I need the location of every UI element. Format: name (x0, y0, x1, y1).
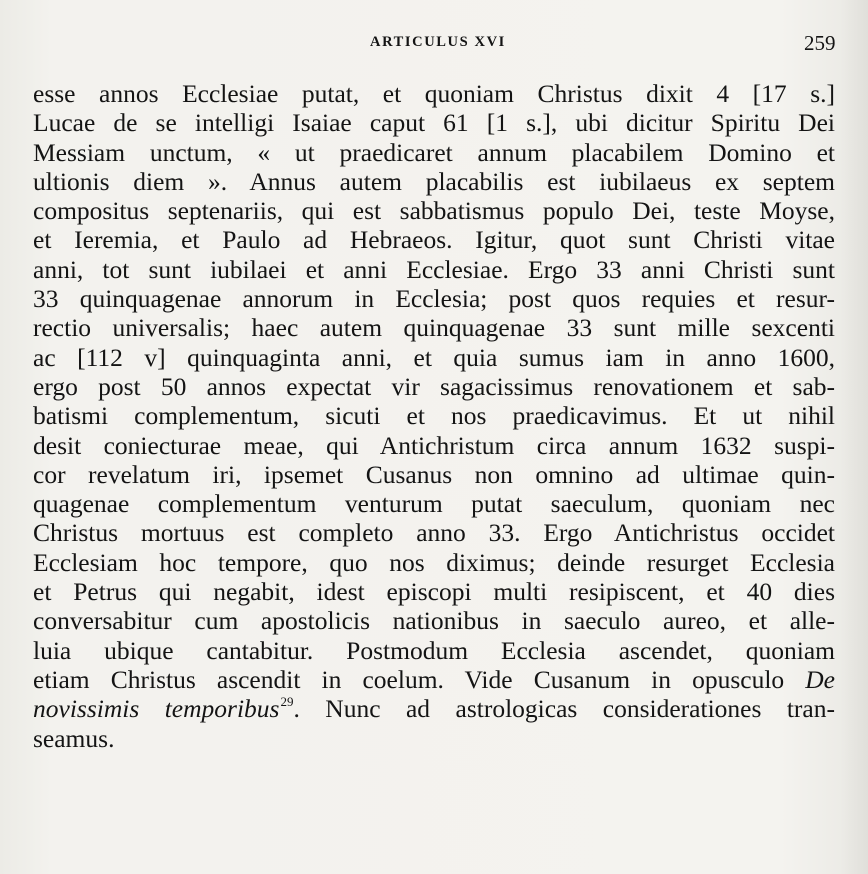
text-line-17: Ecclesiam hoc tempore, quo nos diximus; deinde resurget Ecclesia (33, 547, 835, 577)
book-title-italic-1: De (805, 664, 835, 694)
page-edge-shadow (840, 0, 868, 874)
text-line-3: Messiam unctum, « ut praedicaret annum placabilem Domino et (33, 137, 835, 167)
text-line-8: 33 quinquagenae annorum in Ecclesia; post quos requies et resur- (33, 284, 835, 314)
text-line-20: luia ubique cantabitur. Postmodum Ecclesia ascendet, quoniam (33, 635, 835, 665)
text-line-18: et Petrus qui negabit, idest episcopi multi resipiscent, et 40 dies (33, 577, 835, 607)
text-line-21 (33, 665, 835, 694)
text-line-10: ac [112 v] quinquaginta anni, et quia sumus iam in anno 1600, (33, 342, 835, 372)
text-line-4: ultionis diem ». Annus autem placabilis est iubilaeus ex septem (33, 166, 835, 196)
text-line-14: cor revelatum iri, ipsemet Cusanus non omnino ad ultimae quin- (33, 459, 835, 489)
text-line-19: conversabitur cum apostolicis nationibus in saeculo aureo, et alle- (33, 606, 835, 636)
text-line-23: seamus. (33, 723, 115, 753)
running-title: ARTICULUS XVI (370, 34, 506, 50)
text-line-13: desit coniecturae meae, qui Antichristum circa annum 1632 suspi- (33, 430, 835, 460)
text-line-22 (33, 694, 835, 723)
text-line-15: quagenae complementum venturum putat saeculum, quoniam nec (33, 489, 835, 519)
text-line-16: Christus mortuus est completo anno 33. Ergo Antichristus occidet (33, 518, 835, 548)
text-line-6: et Ieremia, et Paulo ad Hebraeos. Igitur, quot sunt Christi vitae (33, 225, 835, 255)
text-line-2: Lucae de se intelligi Isaiae caput 61 [1 s.], ubi dicitur Spiritu Dei (33, 108, 835, 138)
text-line-12: batismi complementum, sicuti et nos praedicavimus. Et ut nihil (33, 401, 835, 431)
text-line-7: anni, tot sunt iubilaei et anni Ecclesiae. Ergo 33 anni Christi sunt (33, 254, 835, 284)
book-title-italic-2: novissimis temporibus (33, 694, 280, 724)
body-text (33, 79, 835, 753)
text-line-21-roman: etiam Christus ascendit in coelum. Vide Cusanum in opusculo (33, 664, 785, 694)
text-line-9: rectio universalis; haec autem quinquagenae 33 sunt mille sexcenti (33, 313, 835, 343)
footnote-marker[interactable]: 29 (280, 694, 294, 710)
text-line-5: compositus septenariis, qui est sabbatismus populo Dei, teste Moyse, (33, 196, 835, 226)
text-line-22-roman: . Nunc ad astrologicas considerationes tran- (293, 694, 835, 724)
running-head (0, 32, 868, 56)
text-line-1: esse annos Ecclesiae putat, et quoniam Christus dixit 4 [17 s.] (33, 79, 835, 108)
page-number: 259 (804, 31, 836, 55)
text-line-11: ergo post 50 annos expectat vir sagacissimus renovationem et sab- (33, 371, 835, 401)
